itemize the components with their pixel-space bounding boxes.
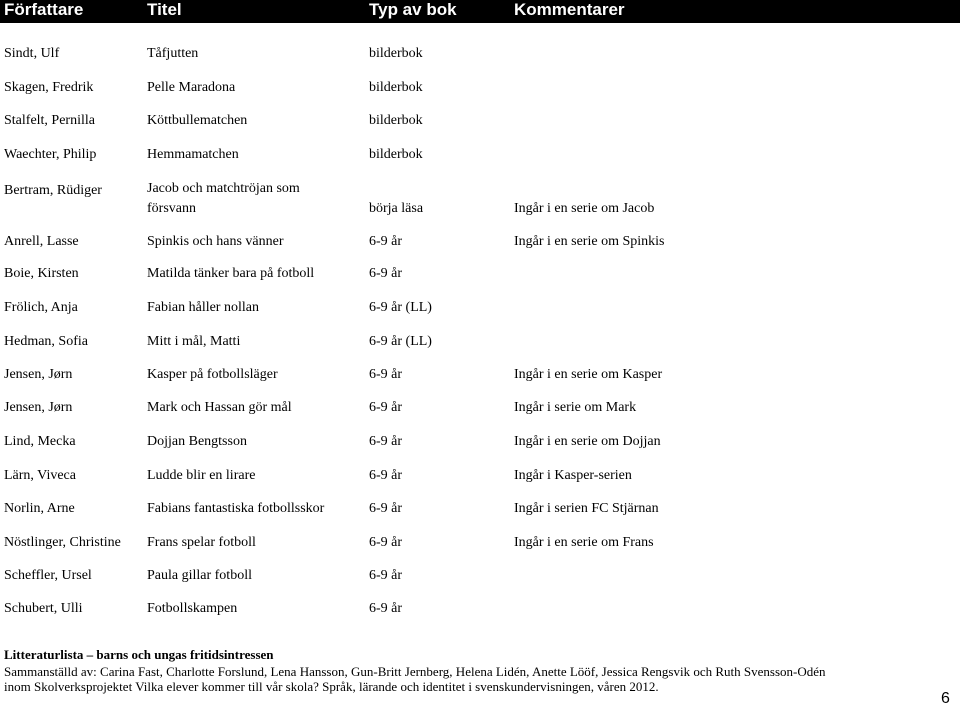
author-cell: Jensen, Jørn xyxy=(4,367,73,382)
author-cell: Anrell, Lasse xyxy=(4,234,79,249)
type-cell: 6-9 år xyxy=(369,535,403,550)
title-cell: Pelle Maradona xyxy=(147,80,236,95)
header-comments: Kommentarer xyxy=(514,0,625,19)
type-cell: bilderbok xyxy=(369,46,423,61)
author-cell: Schubert, Ulli xyxy=(4,601,83,616)
comment-cell: Ingår i Kasper-serien xyxy=(514,468,632,483)
type-cell: 6-9 år xyxy=(369,266,403,281)
comment-cell: Ingår i en serie om Spinkis xyxy=(514,234,665,249)
author-cell: Sindt, Ulf xyxy=(4,46,60,61)
comment-cell: Ingår i en serie om Kasper xyxy=(514,367,663,382)
author-cell: Waechter, Philip xyxy=(4,147,97,162)
type-cell: 6-9 år xyxy=(369,468,403,483)
type-cell: 6-9 år xyxy=(369,400,403,415)
type-cell: börja läsa xyxy=(369,201,424,216)
page-number: 6 xyxy=(941,690,950,707)
title-cell: Tåfjutten xyxy=(147,46,199,61)
footer-title: Litteraturlista – barns och ungas fritidsintressen xyxy=(4,647,274,662)
author-cell: Norlin, Arne xyxy=(4,501,75,516)
author-cell: Jensen, Jørn xyxy=(4,400,73,415)
author-cell: Nöstlinger, Christine xyxy=(4,535,121,550)
type-cell: 6-9 år xyxy=(369,501,403,516)
title-cell: Fabian håller nollan xyxy=(147,300,259,315)
author-cell: Boie, Kirsten xyxy=(4,266,79,281)
title-cell: Köttbullematchen xyxy=(147,113,248,128)
title-cell: Mark och Hassan gör mål xyxy=(147,400,292,415)
comment-cell: Ingår i en serie om Frans xyxy=(514,535,654,550)
type-cell: 6-9 år xyxy=(369,367,403,382)
type-cell: 6-9 år xyxy=(369,568,403,583)
author-cell: Scheffler, Ursel xyxy=(4,568,92,583)
author-cell: Lind, Mecka xyxy=(4,434,76,449)
title-cell: Matilda tänker bara på fotboll xyxy=(147,266,315,281)
type-cell: bilderbok xyxy=(369,80,423,95)
type-cell: bilderbok xyxy=(369,147,423,162)
header-type: Typ av bok xyxy=(369,0,457,19)
footer-project: inom Skolverksprojektet Vilka elever kommer till vår skola? Språk, lärande och identitet i svenskundervisningen, våren 2012. xyxy=(4,679,659,694)
type-cell: 6-9 år (LL) xyxy=(369,300,432,315)
title-cell: Fabians fantastiska fotbollsskor xyxy=(147,501,325,516)
author-cell: Frölich, Anja xyxy=(4,300,78,315)
author-cell: Stalfelt, Pernilla xyxy=(4,113,95,128)
header-title: Titel xyxy=(147,0,182,19)
author-cell: Skagen, Fredrik xyxy=(4,80,94,95)
title-cell: Dojjan Bengtsson xyxy=(147,434,247,449)
title-cell: Paula gillar fotboll xyxy=(147,568,252,583)
type-cell: bilderbok xyxy=(369,113,423,128)
title-cell: Frans spelar fotboll xyxy=(147,535,256,550)
comment-cell: Ingår i en serie om Dojjan xyxy=(514,434,661,449)
header-author: Författare xyxy=(4,0,84,19)
title-cell: Ludde blir en lirare xyxy=(147,468,256,483)
type-cell: 6-9 år xyxy=(369,234,403,249)
type-cell: 6-9 år xyxy=(369,434,403,449)
comment-cell: Ingår i en serie om Jacob xyxy=(514,201,655,216)
title-cell: Spinkis och hans vänner xyxy=(147,234,284,249)
title-cell: Fotbollskampen xyxy=(147,601,238,616)
comment-cell: Ingår i serien FC Stjärnan xyxy=(514,501,659,516)
type-cell: 6-9 år xyxy=(369,601,403,616)
author-cell: Bertram, Rüdiger xyxy=(4,183,102,198)
type-cell: 6-9 år (LL) xyxy=(369,334,432,349)
title-cell: Jacob och matchtröjan som försvann xyxy=(147,181,300,216)
footer-credits: Sammanställd av: Carina Fast, Charlotte Forslund, Lena Hansson, Gun-Britt Jernberg, Helena Lidén, Anette Lööf, Jessica Rengsvik och Ruth Svensson-Odén xyxy=(4,664,826,679)
comment-cell: Ingår i serie om Mark xyxy=(514,400,637,415)
author-cell: Lärn, Viveca xyxy=(4,468,76,483)
table-header xyxy=(0,0,960,23)
title-cell: Kasper på fotbollsläger xyxy=(147,367,278,382)
title-cell: Hemmamatchen xyxy=(147,147,239,162)
title-cell: Mitt i mål, Matti xyxy=(147,334,241,349)
author-cell: Hedman, Sofia xyxy=(4,334,88,349)
